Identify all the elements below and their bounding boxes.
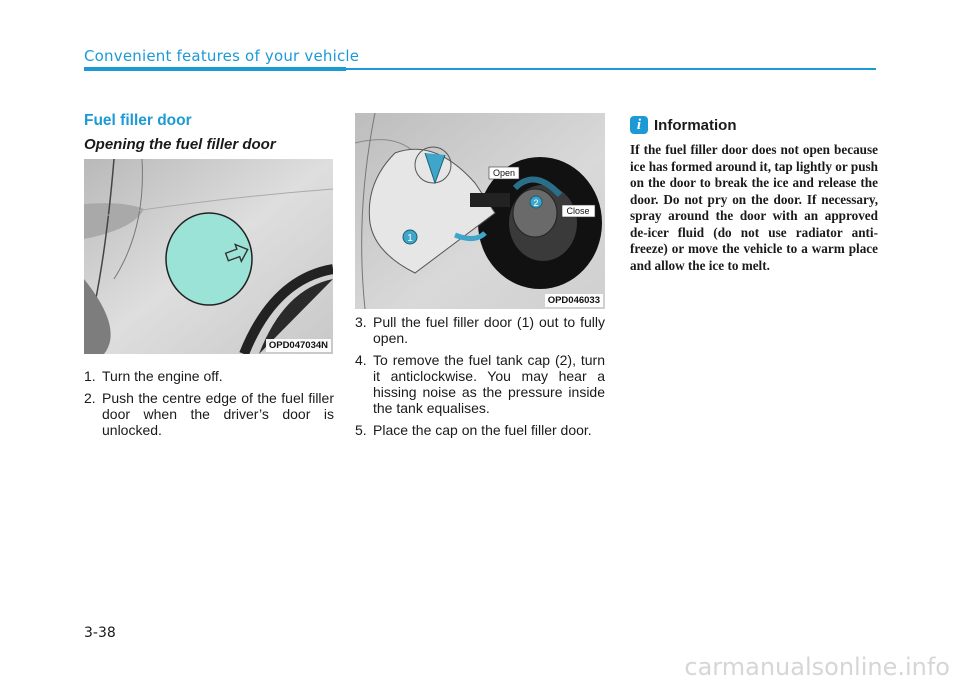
step-number: 4. [355, 352, 367, 368]
list-item [355, 314, 605, 346]
steps-left-list [84, 368, 334, 444]
label-open: Open [492, 168, 516, 178]
step-text: Place the cap on the fuel filler door. [373, 422, 592, 438]
figure-code: OPD046033 [545, 294, 603, 307]
car-side-illustration [84, 159, 333, 354]
header-rule-thick [84, 67, 346, 71]
step-number: 2. [84, 390, 96, 406]
figure-fuel-door-closed [84, 159, 333, 354]
header-title: Convenient features of your vehicle [84, 47, 360, 65]
subsection-title: Opening the fuel filler door [84, 136, 276, 153]
page-number: 3-38 [84, 625, 116, 641]
step-text: Pull the fuel filler door (1) out to fully open. [373, 314, 605, 346]
info-title: Information [654, 117, 737, 134]
info-body: If the fuel filler door does not open because ice has formed around it, tap lightly or push on the door to break the ice and release the door. Do not pry on the door. If necessary, spray around the door with an approved de-icer fluid (do not use radiator anti-freeze) or move the vehicle to a warm place and allow the ice to melt. [630, 142, 878, 273]
step-text: Push the centre edge of the fuel filler door when the driver’s door is unlocked. [102, 390, 334, 438]
section-title: Fuel filler door [84, 112, 192, 129]
figure-fuel-cap-open [355, 113, 605, 309]
header-rule-thin [346, 68, 876, 70]
fuel-cap-illustration [355, 113, 605, 309]
list-item [84, 368, 334, 384]
callout-number-1: 1 [407, 233, 413, 244]
step-text: To remove the fuel tank cap (2), turn it anticlockwise. You may hear a hissing noise as the pressure inside the tank equalises. [373, 352, 605, 416]
list-item [355, 352, 605, 416]
step-number: 5. [355, 422, 367, 438]
step-text: Turn the engine off. [102, 368, 223, 384]
info-icon: i [630, 116, 648, 134]
step-number: 3. [355, 314, 367, 330]
figure-code: OPD047034N [266, 339, 331, 352]
step-number: 1. [84, 368, 96, 384]
callout-number-2: 2 [533, 198, 539, 208]
steps-right-list [355, 314, 605, 444]
watermark: carmanualsonline.info [684, 653, 950, 681]
list-item [84, 390, 334, 438]
label-close: Close [566, 206, 590, 216]
list-item [355, 422, 605, 438]
